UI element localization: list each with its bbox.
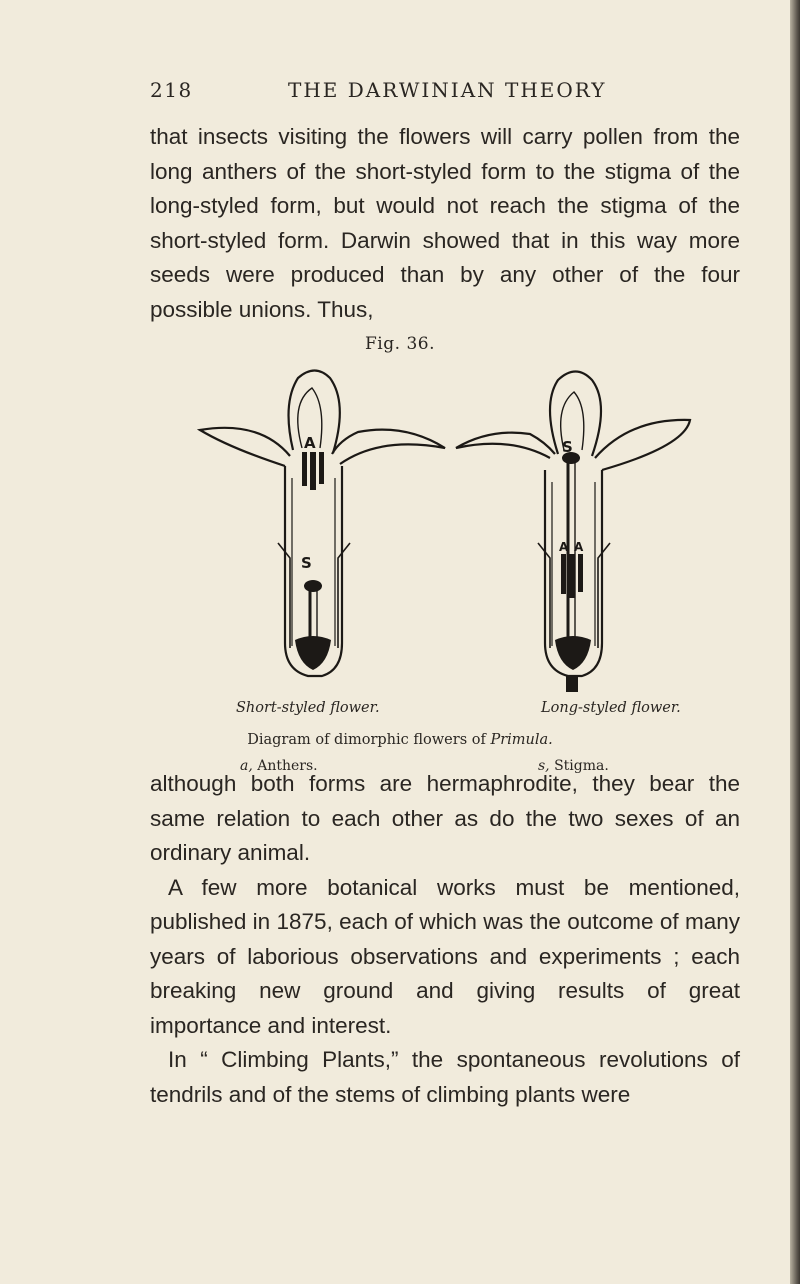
legend-stigma-key: s, bbox=[538, 758, 550, 774]
short-styled-anthers bbox=[302, 452, 324, 490]
long-styled-ovary bbox=[555, 636, 591, 670]
long-styled-stigma-label: S bbox=[562, 438, 573, 456]
figure-caption-text: Diagram of dimorphic flowers of bbox=[247, 732, 486, 748]
legend-stigma-text: Stigma. bbox=[554, 758, 609, 774]
paragraph-continuation: although both forms are hermaphrodite, they bear the same relation to each other as do the two sexes of an ordinary animal. bbox=[150, 771, 740, 865]
long-styled-flower-drawing bbox=[456, 372, 690, 677]
long-styled-caption: Long-styled flower. bbox=[541, 700, 681, 716]
primula-diagram bbox=[190, 358, 710, 698]
paragraph-top-text: that insects visiting the flowers will carry pollen from the long anthers of the short-styled form to the stigma of the long-styled form, but would not reach the stigma of the short-styled form. Darwin showed that in this way more seeds were produced than by any other of the four possible unions. Thus, bbox=[150, 124, 740, 322]
paragraph-top bbox=[150, 120, 740, 327]
short-styled-flower-drawing bbox=[200, 371, 445, 677]
book-binding-edge bbox=[790, 0, 800, 1284]
short-styled-caption: Short-styled flower. bbox=[236, 700, 380, 716]
page-number: 218 bbox=[150, 78, 193, 102]
figure-caption-genus: Primula. bbox=[490, 732, 553, 748]
legend-anthers-key: a, bbox=[240, 758, 253, 774]
short-styled-stigma-label: S bbox=[301, 554, 312, 572]
long-styled-pedicel bbox=[566, 676, 578, 692]
short-styled-ovary bbox=[295, 636, 331, 670]
figure-caption bbox=[0, 732, 800, 748]
long-styled-anthers bbox=[561, 554, 583, 598]
figure-label: Fig. 36. bbox=[365, 334, 435, 354]
legend-anthers-text: Anthers. bbox=[257, 758, 318, 774]
paragraph-botanical-works: A few more botanical works must be mentioned, published in 1875, each of which was the outcome of many years of laborious observations and experiments ; each breaking new ground and giving results of great importance and interest. bbox=[150, 874, 740, 1038]
paragraph-climbing-plants: In “ Climbing Plants,” the spontaneous revolutions of tendrils and of the stems of climbing plants were bbox=[150, 1047, 740, 1107]
short-styled-stigma bbox=[304, 580, 322, 592]
paragraph-bottom bbox=[150, 767, 740, 1112]
short-styled-anther-label: A bbox=[304, 434, 316, 452]
running-title: THE DARWINIAN THEORY bbox=[288, 78, 607, 102]
long-styled-anther-label-1: A bbox=[559, 540, 569, 554]
long-styled-anther-label-2: A bbox=[574, 540, 584, 554]
